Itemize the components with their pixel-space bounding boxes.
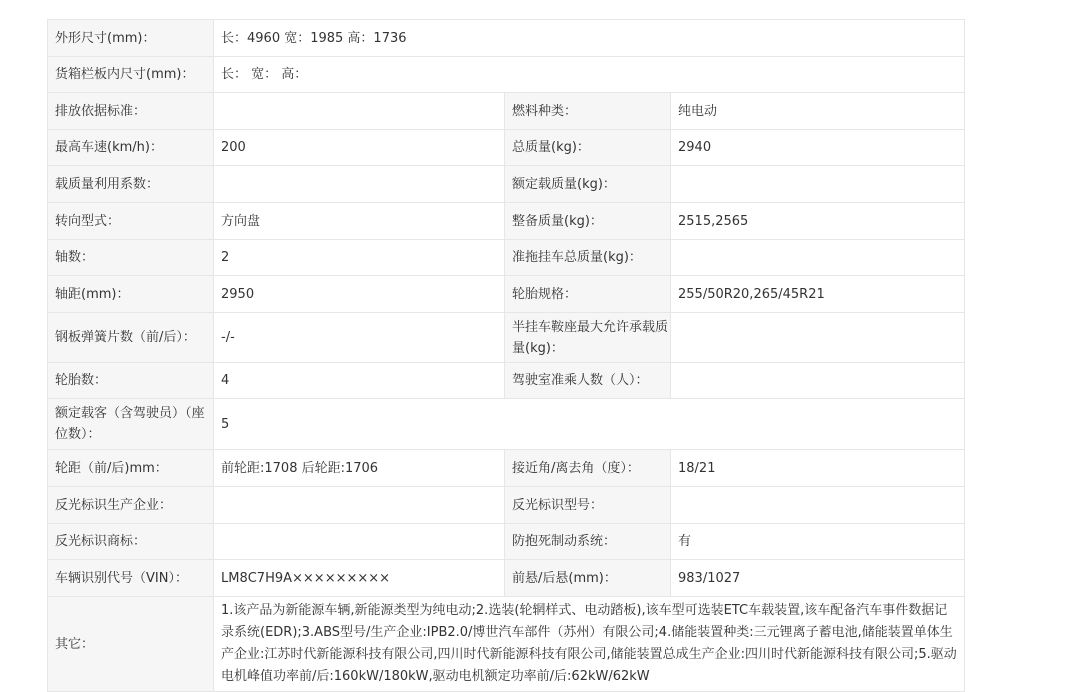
spec-label-reflector-maker: 反光标识生产企业： — [48, 487, 214, 524]
spec-label-track-width: 轮距（前/后)mm： — [48, 450, 214, 487]
spec-label-fuel-type: 燃料种类： — [505, 93, 671, 130]
spec-label-abs: 防抱死制动系统： — [505, 524, 671, 560]
table-row — [48, 450, 965, 487]
spec-value-vin: LM8C7H9A××××××××× — [214, 560, 505, 597]
spec-value-reflector-maker — [214, 487, 505, 524]
spec-label-load-utilization: 载质量利用系数： — [48, 166, 214, 203]
spec-value-wheelbase: 2950 — [214, 276, 505, 313]
spec-value-reflector-model — [671, 487, 965, 524]
table-row — [48, 93, 965, 130]
spec-label-curb-weight: 整备质量(kg)： — [505, 203, 671, 240]
spec-label-max-speed: 最高车速(km/h)： — [48, 130, 214, 166]
table-row — [48, 240, 965, 276]
vehicle-spec-table — [47, 19, 965, 692]
spec-label-steering: 转向型式： — [48, 203, 214, 240]
spec-value-steering: 方向盘 — [214, 203, 505, 240]
spec-label-leaf-springs: 钢板弹簧片数（前/后）： — [48, 313, 214, 363]
spec-value-reflector-brand — [214, 524, 505, 560]
spec-label-approach-departure: 接近角/离去角（度）： — [505, 450, 671, 487]
spec-value-track-width: 前轮距:1708 后轮距:1706 — [214, 450, 505, 487]
table-row — [48, 57, 965, 93]
table-row — [48, 560, 965, 597]
spec-value-trailer-mass — [671, 240, 965, 276]
spec-value-tire-spec: 255/50R20,265/45R21 — [671, 276, 965, 313]
spec-value-dimensions: 长：4960 宽：1985 高：1736 — [214, 20, 965, 57]
spec-value-load-utilization — [214, 166, 505, 203]
table-row — [48, 487, 965, 524]
spec-value-abs: 有 — [671, 524, 965, 560]
table-row — [48, 524, 965, 560]
spec-label-tire-count: 轮胎数： — [48, 363, 214, 399]
spec-value-total-mass: 2940 — [671, 130, 965, 166]
spec-value-overhang: 983/1027 — [671, 560, 965, 597]
table-row — [48, 313, 965, 363]
spec-value-cab-capacity — [671, 363, 965, 399]
spec-label-wheelbase: 轴距(mm)： — [48, 276, 214, 313]
spec-label-axles: 轴数： — [48, 240, 214, 276]
spec-label-rated-load: 额定载质量(kg)： — [505, 166, 671, 203]
spec-value-tire-count: 4 — [214, 363, 505, 399]
table-row — [48, 399, 965, 450]
spec-label-reflector-brand: 反光标识商标： — [48, 524, 214, 560]
spec-label-dimensions: 外形尺寸(mm)： — [48, 20, 214, 57]
spec-label-cargo-box: 货箱栏板内尺寸(mm)： — [48, 57, 214, 93]
spec-value-seats: 5 — [214, 399, 965, 450]
spec-label-overhang: 前悬/后悬(mm)： — [505, 560, 671, 597]
spec-value-axles: 2 — [214, 240, 505, 276]
spec-label-other: 其它： — [48, 597, 214, 692]
table-row — [48, 130, 965, 166]
spec-value-other: 1.该产品为新能源车辆,新能源类型为纯电动;2.选装(轮辋样式、电动踏板),该车型可选装ETC车载装置,该车配备汽车事件数据记录系统(EDR);3.ABS型号/生产企业:IPB2.0/博世汽车部件（苏州）有限公司;4.储能装置种类:三元锂离子蓄电池,储能装置单体生产企业:江苏时代新能源科技有限公司,四川时代新能源科技有限公司,储能装置总成生产企业:四川时代新能源科技有限公司;5.驱动电机峰值功率前/后:160kW/180kW,驱动电机额定功率前/后:62kW/62kW — [214, 597, 965, 692]
spec-value-curb-weight: 2515,2565 — [671, 203, 965, 240]
spec-value-max-speed: 200 — [214, 130, 505, 166]
spec-value-leaf-springs: -/- — [214, 313, 505, 363]
spec-label-cab-capacity: 驾驶室准乘人数（人）： — [505, 363, 671, 399]
table-row — [48, 166, 965, 203]
spec-label-vin: 车辆识别代号（VIN）： — [48, 560, 214, 597]
spec-label-tire-spec: 轮胎规格： — [505, 276, 671, 313]
table-row — [48, 20, 965, 57]
spec-label-total-mass: 总质量(kg)： — [505, 130, 671, 166]
spec-value-fuel-type: 纯电动 — [671, 93, 965, 130]
table-row — [48, 363, 965, 399]
spec-label-seats: 额定载客（含驾驶员）（座位数）： — [48, 399, 214, 450]
table-row — [48, 203, 965, 240]
table-row — [48, 597, 965, 692]
spec-label-trailer-mass: 准拖挂车总质量(kg)： — [505, 240, 671, 276]
spec-label-emission-standard: 排放依据标准： — [48, 93, 214, 130]
spec-label-reflector-model: 反光标识型号： — [505, 487, 671, 524]
spec-value-rated-load — [671, 166, 965, 203]
spec-value-saddle-load — [671, 313, 965, 363]
spec-value-approach-departure: 18/21 — [671, 450, 965, 487]
table-row — [48, 276, 965, 313]
spec-label-saddle-load: 半挂车鞍座最大允许承载质量(kg)： — [505, 313, 671, 363]
spec-value-emission-standard — [214, 93, 505, 130]
spec-value-cargo-box: 长： 宽： 高： — [214, 57, 965, 93]
